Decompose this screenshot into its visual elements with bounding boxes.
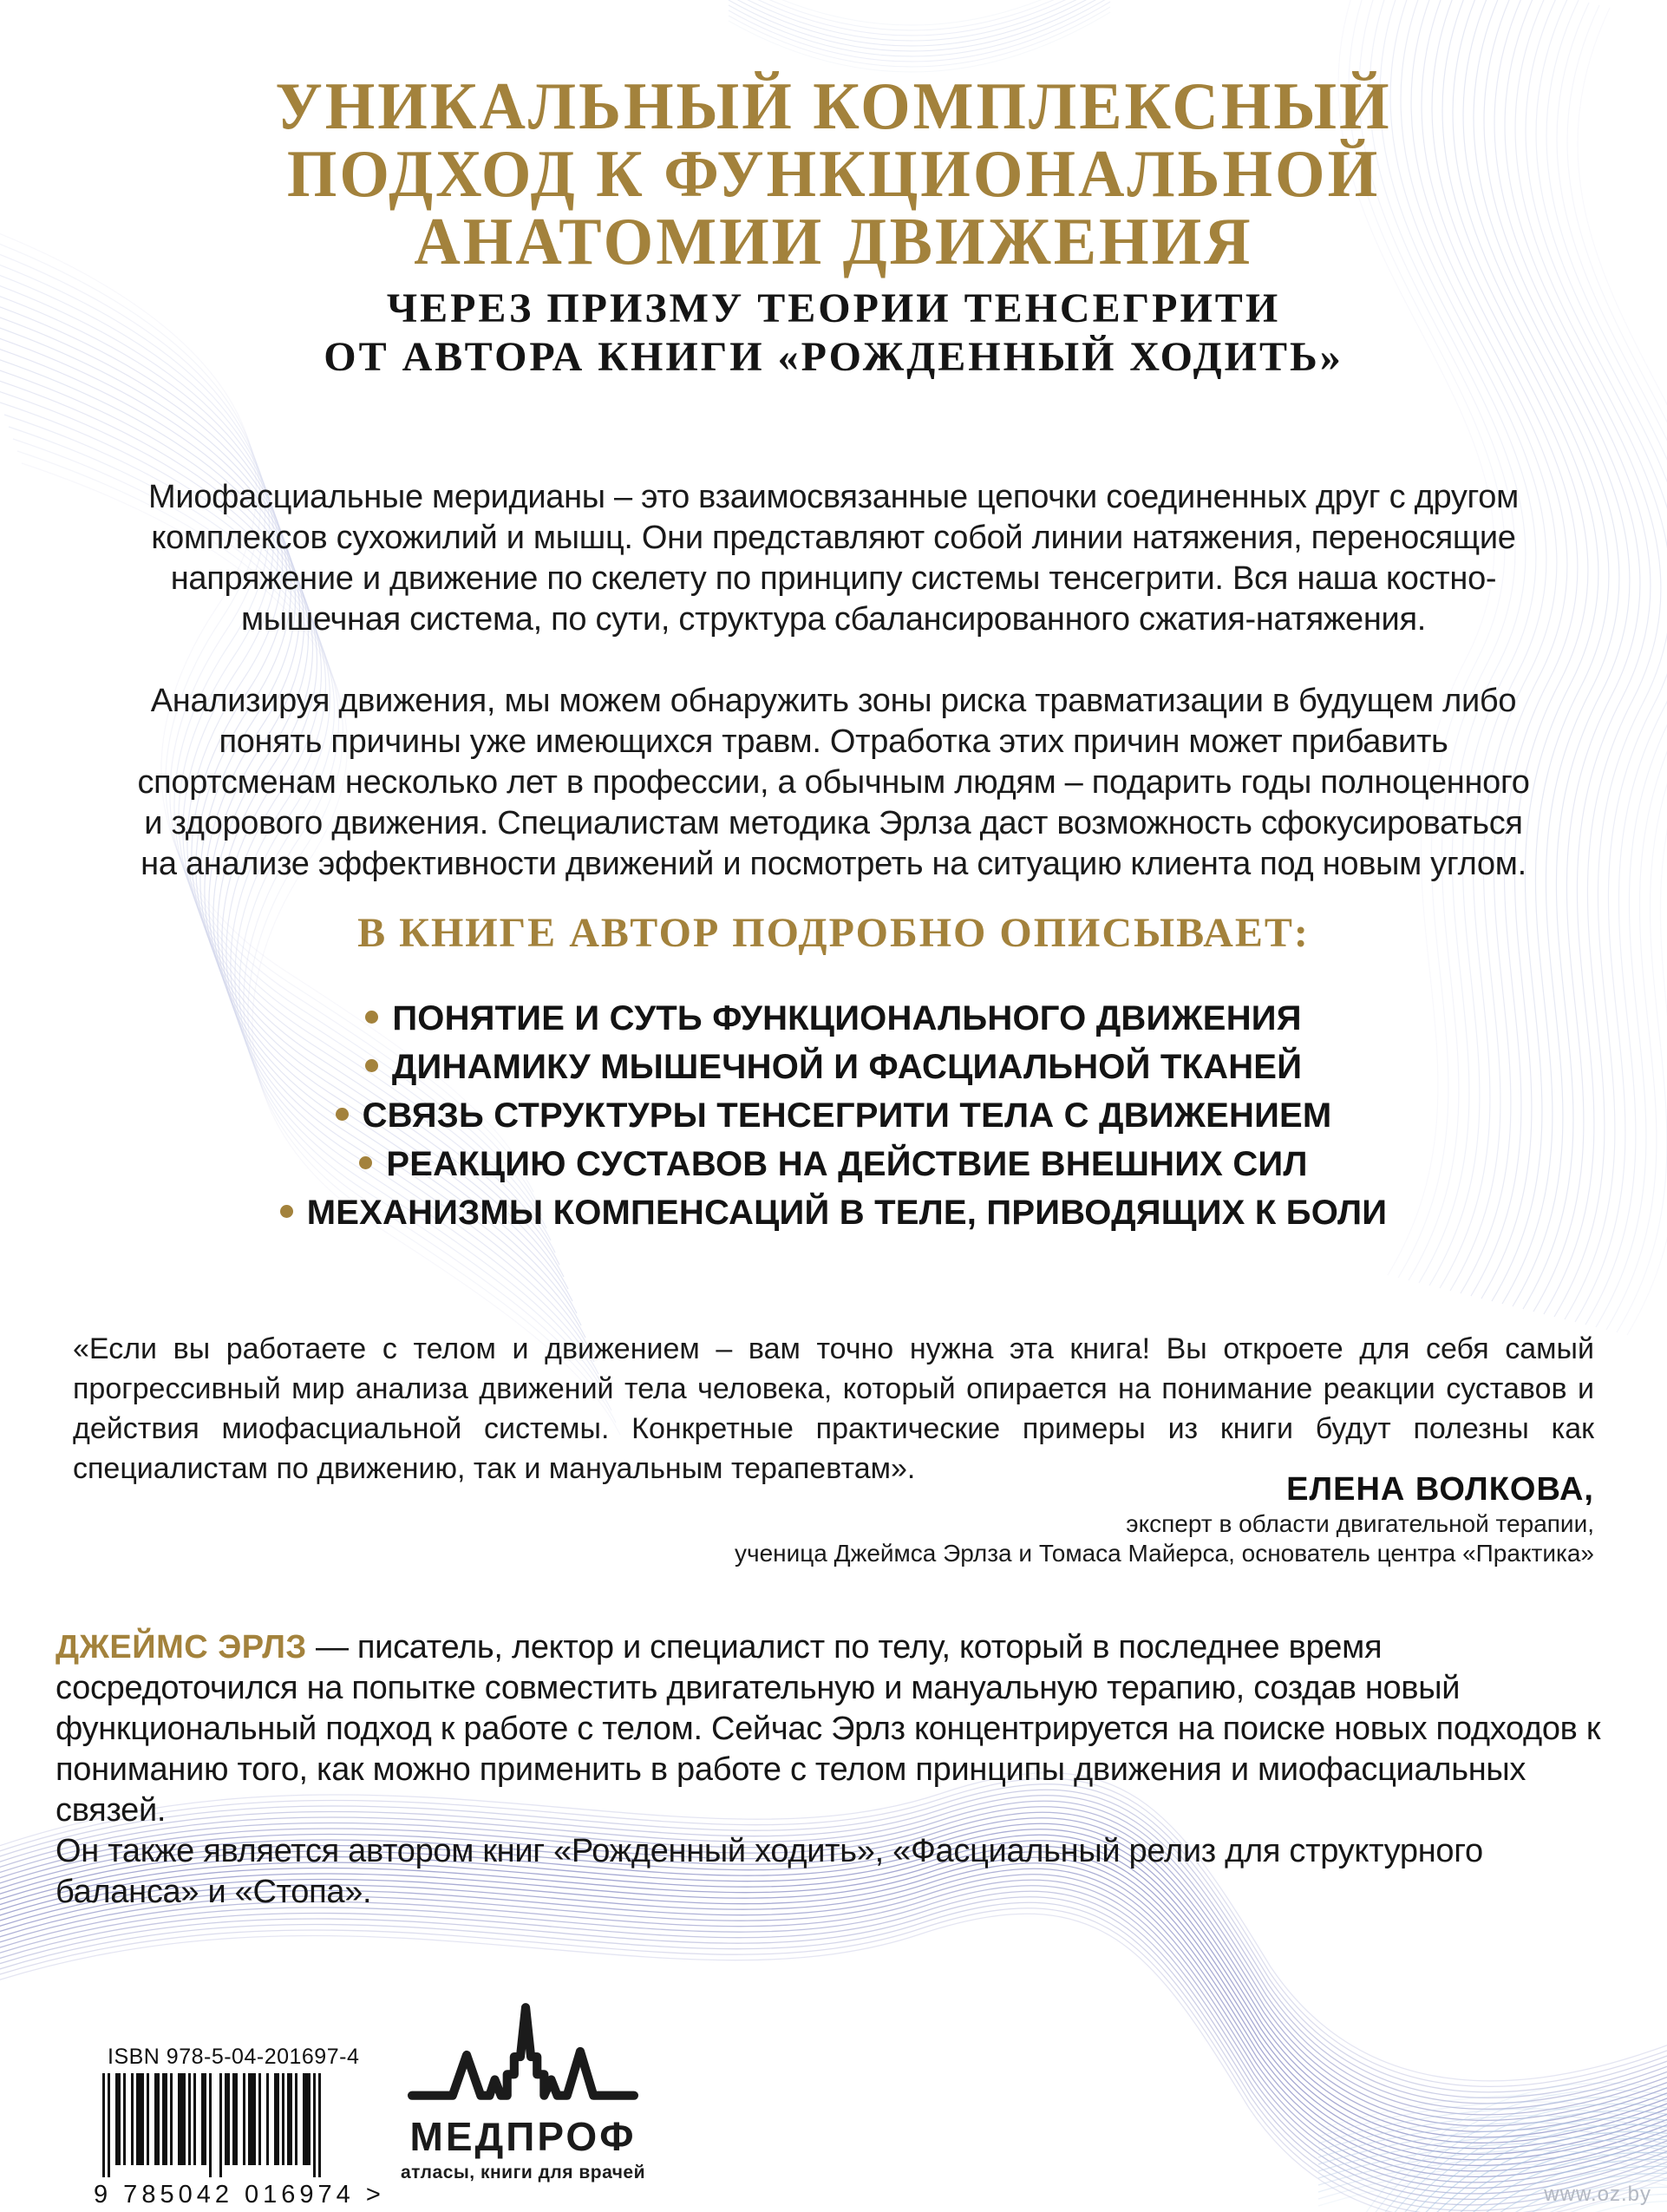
list-item-label: МЕХАНИЗМЫ КОМПЕНСАЦИЙ В ТЕЛЕ, ПРИВОДЯЩИХ К БОЛИ bbox=[306, 1194, 1388, 1232]
reviewer-name: ЕЛЕНА ВОЛКОВА, bbox=[1286, 1471, 1594, 1508]
store-watermark: www.oz.by bbox=[1544, 2183, 1651, 2206]
bullet-icon bbox=[280, 1205, 293, 1218]
author-name: ДЖЕЙМС ЭРЛЗ bbox=[56, 1629, 307, 1666]
barcode-digits: 9 785042 016974 > bbox=[94, 2181, 385, 2209]
bullet-icon bbox=[365, 1011, 378, 1024]
subtitle bbox=[0, 285, 1667, 382]
list-item bbox=[0, 994, 1667, 1043]
title-line-2: ПОДХОД К ФУНКЦИОНАЛЬНОЙ bbox=[286, 137, 1381, 212]
bullet-icon bbox=[365, 1059, 378, 1072]
author-bio bbox=[56, 1627, 1611, 1913]
book-contents-list bbox=[0, 994, 1667, 1237]
reviewer-credential-1: эксперт в области двигательной терапии, bbox=[1126, 1510, 1594, 1537]
review-quote: «Если вы работаете с телом и движением – вам точно нужна эта книга! Вы откроете для себя самый прогрессивный мир анализа движений тела человека, который опирается на понимание реакции суставов и действия миофасциальной системы. Конкретные практические примеры из книги будут полезны как специалистам по движению, так и мануальным терапевтам». bbox=[73, 1332, 1594, 1485]
bullet-icon bbox=[359, 1156, 372, 1169]
list-item bbox=[0, 1188, 1667, 1237]
review-attribution bbox=[73, 1469, 1594, 1568]
intro-paragraph-2: Анализируя движения, мы можем обнаружить зоны риска травматизации в будущем либо понять причины уже имеющихся травм. Отработка этих причин может прибавить спортсменам несколько лет в профессии, а обычным людям – подарить годы полноценного и здорового движения. Специалистам методика Эрлза даст возможность сфокусироваться на анализе эффективности движений и посмотреть на ситуацию клиента под новым углом. bbox=[137, 683, 1530, 882]
subtitle-line-2: ОТ АВТОРА КНИГИ «РОЖДЕННЫЙ ХОДИТЬ» bbox=[324, 334, 1343, 380]
main-title bbox=[0, 69, 1667, 279]
author-bio-text: — писатель, лектор и специалист по телу, который в последнее время сосредоточился на попытке совместить двигательную и мануальную терапию, создав новый функциональный подход к работе с телом. Сейчас Эрлз концентрируется на поиске новых подходов к пониманию того, как можно применить в работе с телом принципы движения и миофасциальных связей. bbox=[56, 1629, 1601, 1829]
heartbeat-skyline-icon bbox=[406, 1997, 640, 2111]
list-item bbox=[0, 1140, 1667, 1188]
list-item-label: РЕАКЦИЮ СУСТАВОВ НА ДЕЙСТВИЕ ВНЕШНИХ СИЛ bbox=[386, 1145, 1308, 1183]
section-heading: В КНИГЕ АВТОР ПОДРОБНО ОПИСЫВАЕТ: bbox=[357, 910, 1310, 956]
bullet-icon bbox=[336, 1108, 349, 1121]
intro-paragraph-1: Миофасциальные меридианы – это взаимосвязанные цепочки соединенных друг с другом комплексов сухожилий и мышц. Они представляют собой линии натяжения, переносящие напряжение и движение по скелету по принципу системы тенсегрити. Вся наша костно-мышечная система, по сути, структура сбалансированного сжатия-натяжения. bbox=[148, 479, 1519, 638]
title-line-3: АНАТОМИИ ДВИЖЕНИЯ bbox=[414, 205, 1253, 279]
reviewer-credential-2: ученица Джеймса Эрлза и Томаса Майерса, основатель центра «Практика» bbox=[734, 1540, 1594, 1567]
ean13-barcode bbox=[94, 2071, 354, 2181]
list-item-label: ДИНАМИКУ МЫШЕЧНОЙ И ФАСЦИАЛЬНОЙ ТКАНЕЙ bbox=[391, 1048, 1303, 1086]
publisher-tagline: атласы, книги для врачей bbox=[400, 2163, 646, 2183]
list-item bbox=[0, 1043, 1667, 1091]
isbn-barcode-block bbox=[94, 2044, 385, 2209]
publisher-name: МЕДПРОФ bbox=[409, 2114, 637, 2159]
title-line-1: УНИКАЛЬНЫЙ КОМПЛЕКСНЫЙ bbox=[275, 69, 1392, 144]
isbn-label: ISBN 978-5-04-201697-4 bbox=[108, 2045, 360, 2069]
list-item-label: СВЯЗЬ СТРУКТУРЫ ТЕНСЕГРИТИ ТЕЛА С ДВИЖЕНИЕМ bbox=[362, 1096, 1332, 1135]
author-bio-paragraph bbox=[56, 1627, 1611, 1831]
subtitle-line-1: ЧЕРЕЗ ПРИЗМУ ТЕОРИИ ТЕНСЕГРИТИ bbox=[386, 285, 1281, 331]
list-item-label: ПОНЯТИЕ И СУТЬ ФУНКЦИОНАЛЬНОГО ДВИЖЕНИЯ bbox=[392, 999, 1302, 1037]
list-item bbox=[0, 1091, 1667, 1140]
publisher-logo bbox=[389, 1997, 657, 2184]
author-bio-more: Он также является автором книг «Рожденный ходить», «Фасциальный релиз для структурного баланса» и «Стопа». bbox=[56, 1833, 1483, 1910]
